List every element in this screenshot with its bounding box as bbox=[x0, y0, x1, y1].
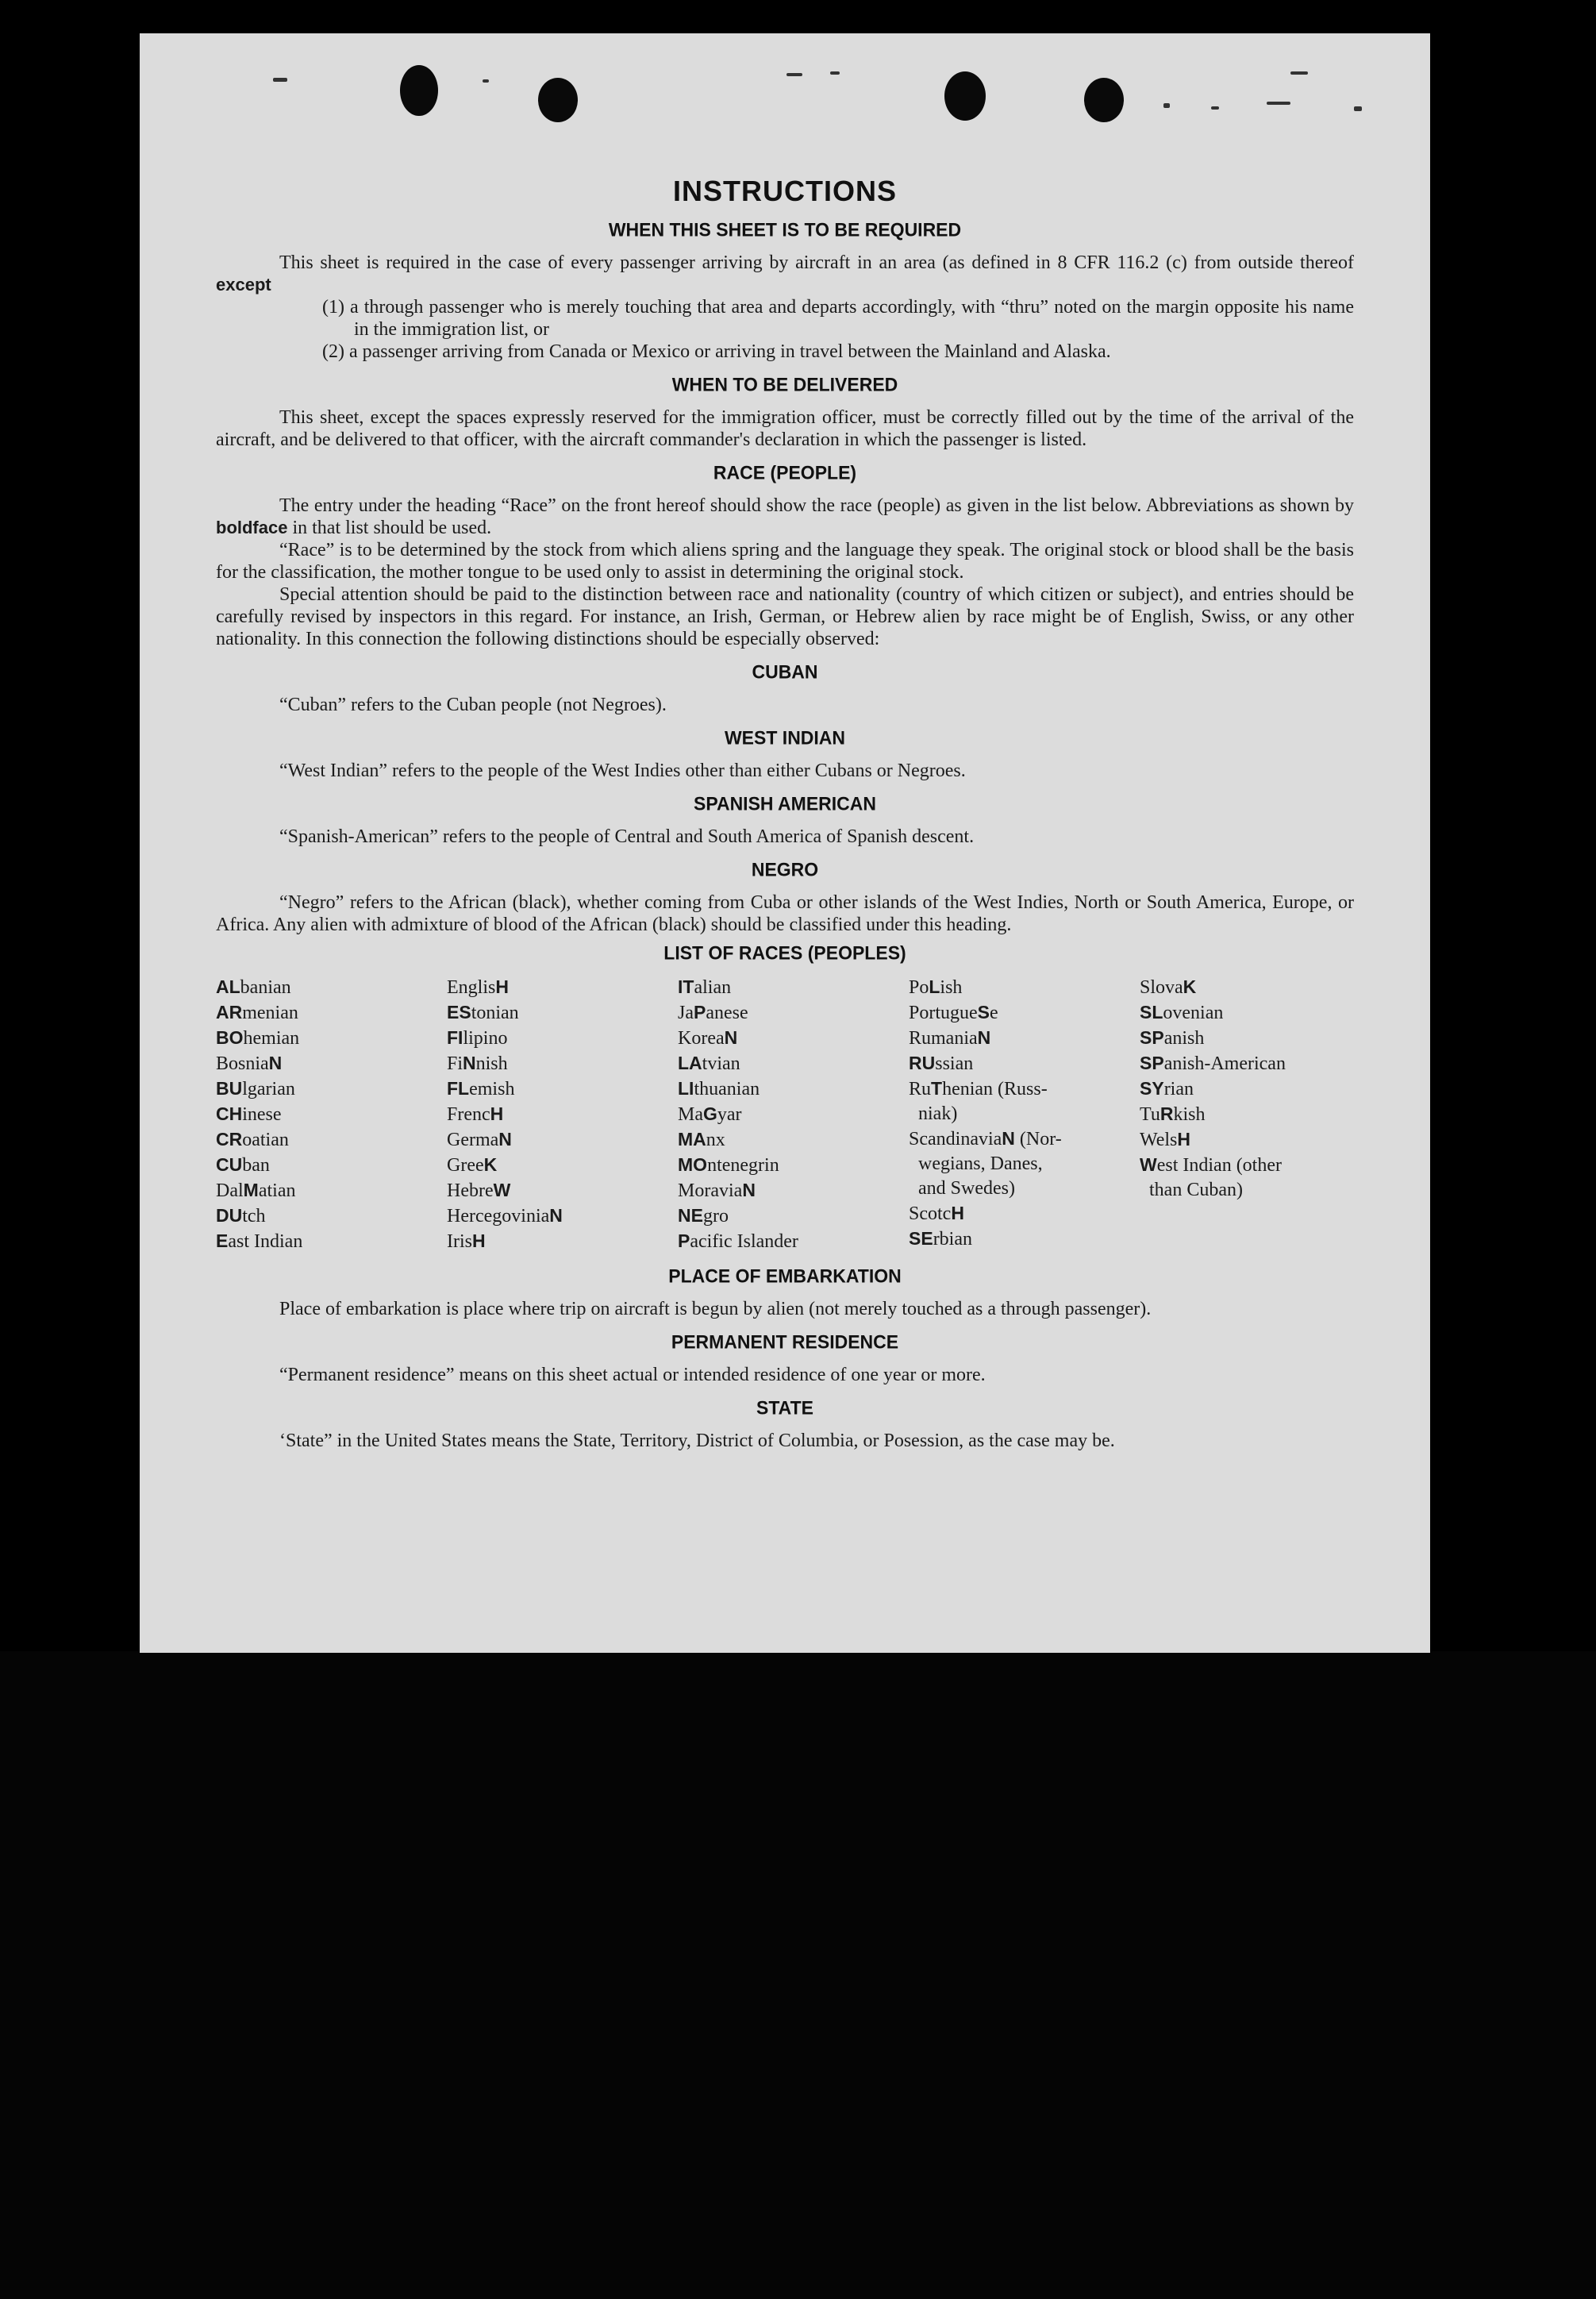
race-entry bbox=[216, 1051, 430, 1076]
race-abbrev: BU bbox=[216, 1078, 243, 1099]
race-text: est Indian (other bbox=[1156, 1155, 1282, 1176]
race-abbrev: MO bbox=[678, 1154, 708, 1175]
race-abbrev: N bbox=[742, 1180, 756, 1200]
race-entry bbox=[909, 1152, 1123, 1176]
document-page bbox=[140, 33, 1430, 1653]
race-text: ish bbox=[940, 977, 963, 998]
heading-place-of-embarkation: PLACE OF EMBARKATION bbox=[668, 1265, 902, 1287]
race-entry bbox=[216, 1076, 430, 1102]
race-text: Scotc bbox=[909, 1203, 952, 1224]
race-entry bbox=[447, 1102, 661, 1127]
heading-when-required: WHEN THIS SHEET IS TO BE REQUIRED bbox=[608, 218, 962, 241]
race-text: Hebre bbox=[447, 1180, 494, 1201]
race-abbrev: E bbox=[216, 1230, 229, 1251]
race-entry bbox=[678, 975, 892, 1000]
race-text: emish bbox=[469, 1079, 515, 1099]
race-entry bbox=[447, 1203, 661, 1229]
race-abbrev: SE bbox=[909, 1228, 933, 1249]
race-abbrev: K bbox=[483, 1154, 498, 1175]
race-entry bbox=[1140, 1178, 1354, 1203]
race-entry bbox=[1140, 975, 1354, 1000]
race-entry bbox=[216, 1000, 430, 1026]
race-entry bbox=[909, 1076, 1123, 1102]
spanish-american-text: “Spanish-American” refers to the people of Central and South America of Spanish descent. bbox=[279, 826, 975, 847]
race-text: Bosnia bbox=[216, 1053, 269, 1074]
race-text: wegians, Danes, bbox=[909, 1153, 1043, 1174]
race-text: than Cuban) bbox=[1140, 1180, 1243, 1200]
race-entry bbox=[678, 1000, 892, 1026]
race-text: Gree bbox=[447, 1155, 484, 1176]
race-text: lgarian bbox=[242, 1079, 295, 1099]
race-text: e bbox=[990, 1003, 998, 1023]
race-text: tonian bbox=[471, 1003, 519, 1023]
race-entry bbox=[1140, 1127, 1354, 1153]
race-abbrev: N bbox=[549, 1205, 563, 1226]
race-text: rbian bbox=[933, 1229, 972, 1250]
race-column bbox=[216, 975, 430, 1254]
race-entry bbox=[447, 1178, 661, 1203]
speck bbox=[1290, 71, 1308, 75]
speck bbox=[483, 79, 489, 83]
west-indian-text: “West Indian” refers to the people of the West Indies other than either Cubans or Negroes. bbox=[279, 761, 966, 781]
race-abbrev: N bbox=[463, 1053, 476, 1073]
race-entry bbox=[216, 1102, 430, 1127]
heading-when-delivered: WHEN TO BE DELIVERED bbox=[671, 373, 898, 395]
required-intro-text: This sheet is required in the case of every passenger arriving by aircraft in an area (as defined in 8 CFR 116.2 (c) from outside thereof bbox=[279, 252, 1354, 273]
race-entry bbox=[447, 1000, 661, 1026]
race-entry bbox=[678, 1051, 892, 1076]
heading-cuban: CUBAN bbox=[752, 660, 818, 683]
race-text: lipino bbox=[463, 1028, 508, 1049]
race-text: anish bbox=[1163, 1028, 1205, 1049]
race-abbrev: K bbox=[1183, 976, 1197, 997]
race-entry bbox=[447, 1153, 661, 1178]
race-text: tvian bbox=[702, 1053, 740, 1074]
speck bbox=[1267, 102, 1290, 105]
race-text: Wels bbox=[1140, 1130, 1178, 1150]
race-abbrev: H bbox=[472, 1230, 486, 1251]
race-text: ntenegrin bbox=[707, 1155, 779, 1176]
race-paragraph-3: Special attention should be paid to the distinction between race and nationality (country of which citizen or subject), and entries should be carefully revised by inspectors in this regard. For instance, an Irish, German, or Hebrew alien by race might be of English, Swiss, or any other nationality. In this connection the following distinctions should be especially observed: bbox=[216, 584, 1354, 649]
race-text: gro bbox=[702, 1206, 729, 1227]
race-text: Hercegovinia bbox=[447, 1206, 550, 1227]
race-text: Frenc bbox=[447, 1104, 490, 1125]
instructions-content bbox=[216, 140, 1354, 1452]
race-entry bbox=[678, 1076, 892, 1102]
race-entry bbox=[1140, 1153, 1354, 1178]
race-entry bbox=[678, 1203, 892, 1229]
embarkation-text: Place of embarkation is place where trip on aircraft is begun by alien (not merely touched as a through passenger). bbox=[279, 1299, 1152, 1319]
race-abbrev: NE bbox=[678, 1205, 703, 1226]
race-column bbox=[447, 975, 661, 1254]
delivered-text: This sheet, except the spaces expressly reserved for the immigration officer, must be correctly filled out by the time of the arrival of the aircraft, and be delivered to that officer, with the aircraft commander's declaration in which the passenger is listed. bbox=[216, 407, 1354, 450]
race-entry bbox=[216, 1127, 430, 1153]
race-text: henian (Russ- bbox=[942, 1079, 1048, 1099]
race-text: Scandinavia bbox=[909, 1129, 1002, 1150]
race-text: rian bbox=[1163, 1079, 1194, 1099]
race-text: tch bbox=[242, 1206, 266, 1227]
race-text: and Swedes) bbox=[909, 1178, 1015, 1199]
race-column bbox=[1140, 975, 1354, 1254]
race-entry bbox=[909, 1227, 1123, 1252]
race-entry bbox=[447, 1026, 661, 1051]
race-entry bbox=[678, 1229, 892, 1254]
race-text: ast Indian bbox=[228, 1231, 303, 1252]
race-text: oatian bbox=[242, 1130, 289, 1150]
speck bbox=[1211, 106, 1219, 110]
race-abbrev: N bbox=[724, 1027, 738, 1048]
race-text: alian bbox=[694, 977, 732, 998]
race-text: Rumania bbox=[909, 1028, 978, 1049]
race-abbrev: N bbox=[1002, 1128, 1015, 1149]
race-text: Dal bbox=[216, 1180, 244, 1201]
residence-text: “Permanent residence” means on this sheet actual or intended residence of one year or more. bbox=[279, 1365, 986, 1385]
race-entry bbox=[909, 1000, 1123, 1026]
race-abbrev: RU bbox=[909, 1053, 936, 1073]
race-paragraph-1 bbox=[216, 495, 1354, 539]
race-entry bbox=[216, 975, 430, 1000]
race-text: yar bbox=[717, 1104, 742, 1125]
race-abbrev: AR bbox=[216, 1002, 243, 1022]
race-paragraph-2: “Race” is to be determined by the stock from which aliens spring and the language they speak. The original stock or blood shall be the basis for the classification, the mother tongue to be used only to assist in determining the original stock. bbox=[216, 540, 1354, 583]
races-list bbox=[216, 975, 1354, 1254]
speck bbox=[1354, 106, 1362, 111]
race-text: anish-American bbox=[1163, 1053, 1286, 1074]
race-entry bbox=[447, 1051, 661, 1076]
race-text: atian bbox=[258, 1180, 296, 1201]
race-text: ban bbox=[242, 1155, 270, 1176]
race-abbrev: CH bbox=[216, 1103, 243, 1124]
page-title: INSTRUCTIONS bbox=[673, 175, 897, 207]
race-text: Ru bbox=[909, 1079, 932, 1099]
race-entry bbox=[447, 1076, 661, 1102]
race-text: inese bbox=[242, 1104, 282, 1125]
race-entry bbox=[216, 1026, 430, 1051]
race-entry bbox=[1140, 1076, 1354, 1102]
race-abbrev: BO bbox=[216, 1027, 244, 1048]
race-abbrev: P bbox=[678, 1230, 690, 1251]
race-entry bbox=[216, 1178, 430, 1203]
punch-hole bbox=[538, 78, 578, 122]
heading-list-of-races: LIST OF RACES (PEOPLES) bbox=[663, 942, 906, 964]
race-text: Korea bbox=[678, 1028, 725, 1049]
heading-state: STATE bbox=[756, 1396, 813, 1419]
race-abbrev: P bbox=[694, 1002, 706, 1022]
race-entry bbox=[1140, 1051, 1354, 1076]
race-text: hemian bbox=[243, 1028, 300, 1049]
race-abbrev: LA bbox=[678, 1053, 702, 1073]
race-text: Tu bbox=[1140, 1104, 1160, 1125]
race-abbrev: SL bbox=[1140, 1002, 1163, 1022]
race-entry bbox=[678, 1153, 892, 1178]
race-text: Po bbox=[909, 977, 929, 998]
race-abbrev: DU bbox=[216, 1205, 243, 1226]
race-abbrev: W bbox=[1140, 1154, 1157, 1175]
race-entry bbox=[216, 1203, 430, 1229]
punch-hole bbox=[400, 65, 438, 116]
race-text: Slova bbox=[1140, 977, 1183, 998]
punch-hole bbox=[944, 71, 986, 121]
race-abbrev: H bbox=[490, 1103, 504, 1124]
race-abbrev: SP bbox=[1140, 1027, 1164, 1048]
race-entry bbox=[909, 1051, 1123, 1076]
race-text: acific Islander bbox=[690, 1231, 798, 1252]
race-abbrev: G bbox=[703, 1103, 717, 1124]
race-abbrev: M bbox=[243, 1180, 259, 1200]
race-text: Ja bbox=[678, 1003, 694, 1023]
cuban-text: “Cuban” refers to the Cuban people (not Negroes). bbox=[279, 695, 667, 715]
race-entry bbox=[909, 1201, 1123, 1227]
race-entry bbox=[909, 1102, 1123, 1126]
required-intro-bold: except bbox=[216, 275, 271, 295]
speck bbox=[273, 78, 287, 82]
race-p1-a: The entry under the heading “Race” on the front hereof should show the race (people) as given in the list below. Abbreviations as shown by bbox=[279, 495, 1354, 516]
punch-hole bbox=[1084, 78, 1124, 122]
speck bbox=[786, 73, 802, 76]
race-abbrev: L bbox=[929, 976, 940, 997]
race-text: niak) bbox=[909, 1103, 958, 1124]
race-entry bbox=[678, 1127, 892, 1153]
race-column bbox=[678, 975, 892, 1254]
race-entry bbox=[678, 1178, 892, 1203]
race-text: kish bbox=[1173, 1104, 1206, 1125]
speck bbox=[830, 71, 840, 75]
race-abbrev: H bbox=[495, 976, 509, 997]
race-abbrev: AL bbox=[216, 976, 240, 997]
race-text: nish bbox=[475, 1053, 508, 1074]
race-text: banian bbox=[240, 977, 291, 998]
race-abbrev: H bbox=[1177, 1129, 1191, 1150]
race-abbrev: R bbox=[1160, 1103, 1174, 1124]
heading-spanish-american: SPANISH AMERICAN bbox=[693, 792, 876, 814]
race-abbrev: CR bbox=[216, 1129, 243, 1150]
race-abbrev: N bbox=[498, 1129, 512, 1150]
race-text: (Nor- bbox=[1014, 1129, 1062, 1150]
race-text: menian bbox=[242, 1003, 298, 1023]
race-entry bbox=[1140, 1102, 1354, 1127]
race-entry bbox=[909, 1126, 1123, 1152]
required-item-1: (1) a through passenger who is merely touching that area and departs accordingly, with “thru” noted on the margin opposite his name in the immigration list, or bbox=[322, 297, 1354, 340]
scan-background bbox=[0, 1651, 1596, 2299]
race-text: thuanian bbox=[694, 1079, 760, 1099]
race-abbrev: SP bbox=[1140, 1053, 1164, 1073]
race-entry bbox=[1140, 1000, 1354, 1026]
race-entry bbox=[1140, 1026, 1354, 1051]
race-text: ovenian bbox=[1163, 1003, 1224, 1023]
race-abbrev: S bbox=[977, 1002, 990, 1022]
race-text: Germa bbox=[447, 1130, 499, 1150]
race-entry bbox=[678, 1102, 892, 1127]
heading-permanent-residence: PERMANENT RESIDENCE bbox=[671, 1330, 899, 1353]
required-item-2: (2) a passenger arriving from Canada or Mexico or arriving in travel between the Mainland and Alaska. bbox=[322, 341, 1111, 362]
race-entry bbox=[447, 1229, 661, 1254]
race-abbrev: FL bbox=[447, 1078, 470, 1099]
race-p1-bold: boldface bbox=[216, 518, 288, 537]
race-entry bbox=[447, 1127, 661, 1153]
required-intro bbox=[216, 252, 1354, 296]
race-entry bbox=[909, 975, 1123, 1000]
race-entry bbox=[678, 1026, 892, 1051]
race-entry bbox=[216, 1229, 430, 1254]
race-abbrev: W bbox=[493, 1180, 511, 1200]
race-abbrev: N bbox=[977, 1027, 991, 1048]
race-abbrev: IT bbox=[678, 976, 694, 997]
race-text: Iris bbox=[447, 1231, 472, 1252]
heading-race: RACE (PEOPLE) bbox=[713, 461, 857, 483]
race-abbrev: N bbox=[268, 1053, 283, 1073]
race-text: anese bbox=[706, 1003, 748, 1023]
race-p1-b: in that list should be used. bbox=[292, 518, 492, 538]
race-entry bbox=[216, 1153, 430, 1178]
race-abbrev: SY bbox=[1140, 1078, 1164, 1099]
heading-west-indian: WEST INDIAN bbox=[724, 726, 846, 749]
race-abbrev: ES bbox=[447, 1002, 471, 1022]
race-column bbox=[909, 975, 1123, 1254]
race-abbrev: MA bbox=[678, 1129, 706, 1150]
race-text: Ma bbox=[678, 1104, 703, 1125]
speck bbox=[1163, 103, 1170, 108]
race-entry bbox=[909, 1026, 1123, 1051]
race-text: Moravia bbox=[678, 1180, 743, 1201]
race-entry bbox=[447, 975, 661, 1000]
race-text: Englis bbox=[447, 977, 496, 998]
heading-negro: NEGRO bbox=[751, 858, 819, 880]
race-entry bbox=[909, 1176, 1123, 1201]
race-abbrev: CU bbox=[216, 1154, 243, 1175]
race-text: Portugue bbox=[909, 1003, 978, 1023]
state-text: ‘State” in the United States means the State, Territory, District of Columbia, or Posession, as the case may be. bbox=[279, 1431, 1115, 1451]
race-text: ssian bbox=[935, 1053, 974, 1074]
race-abbrev: H bbox=[951, 1203, 964, 1223]
race-abbrev: FI bbox=[447, 1027, 463, 1048]
race-abbrev: LI bbox=[678, 1078, 694, 1099]
race-text: Fi bbox=[447, 1053, 463, 1074]
race-text: nx bbox=[706, 1130, 725, 1150]
race-abbrev: T bbox=[931, 1078, 943, 1099]
negro-text: “Negro” refers to the African (black), whether coming from Cuba or other islands of the West Indies, North or South America, Europe, or Africa. Any alien with admixture of blood of the African (black) should be classified under this heading. bbox=[216, 892, 1354, 935]
